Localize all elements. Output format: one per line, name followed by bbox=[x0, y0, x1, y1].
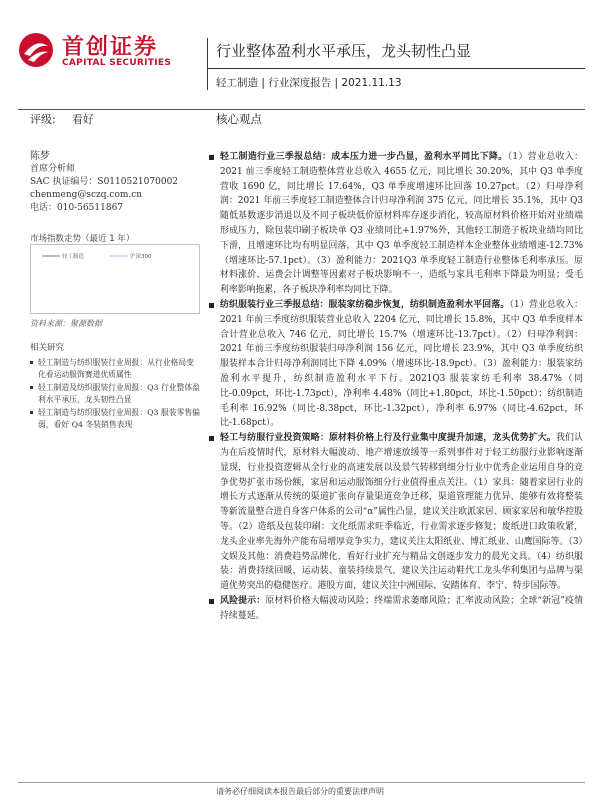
core-views-heading: 核心观点 bbox=[216, 112, 262, 126]
logo-text-cn: 首创证券 bbox=[62, 35, 159, 60]
legal-footer: 请务必仔细阅读本报告最后部分的重要法律声明 bbox=[216, 787, 384, 796]
rating bbox=[30, 111, 94, 127]
related-item[interactable]: 轻工制造及纺织服装行业周报：Q3 行业整体盈利水平承压，龙头韧性凸显 bbox=[30, 382, 200, 405]
analyst-phone: 电话：010-56511867 bbox=[30, 203, 124, 213]
report-subtitle: 轻工制造 | 行业深度报告 | 2021.11.13 bbox=[216, 77, 402, 89]
title-rule bbox=[207, 68, 585, 69]
section-rule bbox=[18, 109, 585, 110]
section-heading: 纺织服装行业三季报总结：服装家纺稳步恢复，纺织制造盈利水平回落。 bbox=[220, 299, 510, 310]
analyst-name: 陈梦 bbox=[30, 151, 50, 162]
section-text: 我们认为在后疫情时代，原材料大幅波动、地产增速放缓等一系列事件对于轻工纺服行业影响逐渐显现，行业投资逻辑从全行业的高速发展以及景气转移到细分行业中优秀企业运用自身的竞争优势扩张市场份额，家居和运动服饰细分行业值得重点关注。（1）家具：随着家居行业的增长方式逐渐从传统的渠道扩张向存量渠道竞争迁移，渠道管理能力优异、能够有效将整装等新流量整合进自身客户体系的公司“α”属性凸显，建议关注欧派家居、顾家家居和敏华控股等。（2）造纸及包装印刷：文化纸需求旺季临近，行业需求逐步修复；废纸进口政策收紧，龙头企业率先海外产能布局增厚竞争实力，建议关注太阳纸业、博汇纸业、山鹰国际等。（3）文娱及其他：消费趋势品牌化，看好行业扩充与精品文创逐步发力的晨光文具。（4）纺织服装：消费持续回暖，运动装、童装持续景气，建议关注运动鞋代工龙头华利集团与品牌与渠道优势突出的稳健医疗。港股方面，建议关注中洲国际、安踏体育、李宁、特步国际等。 bbox=[220, 433, 584, 592]
bullet-square-icon bbox=[209, 436, 214, 441]
section-strategy bbox=[220, 431, 583, 594]
bullet-square-icon bbox=[209, 599, 214, 604]
rating-value: 看好 bbox=[71, 113, 94, 126]
section-text: （1）营业总收入：2021 前三季度轻工制造整体营业总收入 4655 亿元，同比增长 30.20%，其中 Q3 单季度营收 1690 亿，同比增长 17.64%，Q3 单季度增速环比回落 10.27pct。（2）归母净利润：2021 年前三季度轻工制造整体合计归母净利润 375 亿元，同比增长 35.1%，其中 Q3 随低基数逐步消退以及不同子板块低价原材料库存逐步消化，较高原材料价格开始对业绩端形成压力，除包装印刷子板块单 Q3 业绩同比+1.97%外，其他轻工制造子板块业绩均同比下滑，且增速环比均有明显回落，其中 Q3 单季度轻工制造样本企业整体业绩增速-12.73%（增速环比-57.1pct）。（3）盈利能力：2021Q3 单季度轻工制造行业整体毛利率承压。原材料涨价、运费会计调整等因素对子板块影响不一，造纸与家具毛利率下降最为明显；受毛利率影响拖累，各子板块净利率均同比下降。 bbox=[220, 152, 584, 296]
related-research-list bbox=[30, 357, 200, 432]
footer-rule bbox=[18, 782, 585, 783]
chart-frame bbox=[31, 245, 200, 314]
chart-title: 市场指数走势（最近 1 年） bbox=[30, 234, 135, 244]
analyst-role: 首席分析师 bbox=[30, 164, 76, 174]
analyst-sac: SAC 执证编号：S0110521070002 bbox=[30, 177, 179, 187]
market-index-chart bbox=[30, 244, 200, 314]
page-title: 行业整体盈利水平承压，龙头韧性凸显 bbox=[216, 42, 472, 60]
risk-heading: 风险提示： bbox=[220, 595, 266, 606]
logo-text-en: CAPITAL SECURITIES bbox=[62, 58, 172, 68]
header-divider bbox=[207, 38, 208, 90]
company-logo bbox=[18, 28, 208, 74]
section-risk bbox=[220, 594, 583, 624]
bullet-square-icon bbox=[209, 155, 214, 160]
bullet-square-icon bbox=[209, 303, 214, 308]
section-textile bbox=[220, 298, 583, 431]
analyst-email[interactable]: chenmeng@sczq.com.cn bbox=[30, 190, 143, 200]
rating-label: 评级: bbox=[30, 113, 56, 126]
analyst-info bbox=[30, 150, 200, 215]
related-item[interactable]: 轻工制造与纺织服装行业周报：Q3 服装零售偏弱，看好 Q4 冬装销售表现 bbox=[30, 407, 200, 430]
section-heading: 轻工与纺服行业投资策略：原材料价格上行及行业集中度提升加速，龙头优势扩大。 bbox=[220, 433, 556, 444]
risk-text: 原材料价格大幅波动风险；终端需求萎靡风险；汇率波动风险；全球“新冠”疫情持续蔓延。 bbox=[220, 595, 584, 621]
section-light-industry bbox=[220, 150, 583, 298]
legend-label-2: 沪深300 bbox=[130, 254, 152, 260]
core-views-body bbox=[220, 150, 583, 624]
chart-source: 资料来源：聚源数据 bbox=[30, 319, 102, 328]
legend-label-1: 轻工制造 bbox=[62, 254, 85, 260]
section-heading: 轻工制造行业三季报总结：成本压力进一步凸显，盈利水平同比下降。 bbox=[220, 152, 508, 162]
logo-mark-icon bbox=[18, 32, 54, 68]
related-item[interactable]: 轻工制造与纺织服装行业周报：从行业格局变化看运动服饰赛道优质属性 bbox=[30, 357, 200, 380]
related-research-heading: 相关研究 bbox=[30, 343, 65, 353]
section-text: （1）营业总收入：2021 年前三季度纺织服装营业总收入 2204 亿元，同比增长 15.8%，其中 Q3 单季度样本合计营业总收入 746 亿元，同比增长 15.7%（增速环比-13.7pct）。（2）归母净利润：2021 年前三季度纺织服装归母净利润 156 亿元，同比增长 23.9%，其中 Q3 单季度纺织服装样本合计归母净利润同比下降 4.09%（增速环比-18.9pct）。（3）盈利能力：服装家纺盈利水平提升，纺织制造盈利水平下行。2021Q3 服装家纺毛利率 38.47%（同比-0.09pct，环比-1.73pct），净利率 4.48%（同比+1.80pct，环比-1.50pct）；纺织制造毛利率 16.92%（同比-8.38pct，环比-1.32pct），净利率 6.97%（同比-4.62pct，环比-1.68pct）。 bbox=[220, 299, 583, 429]
